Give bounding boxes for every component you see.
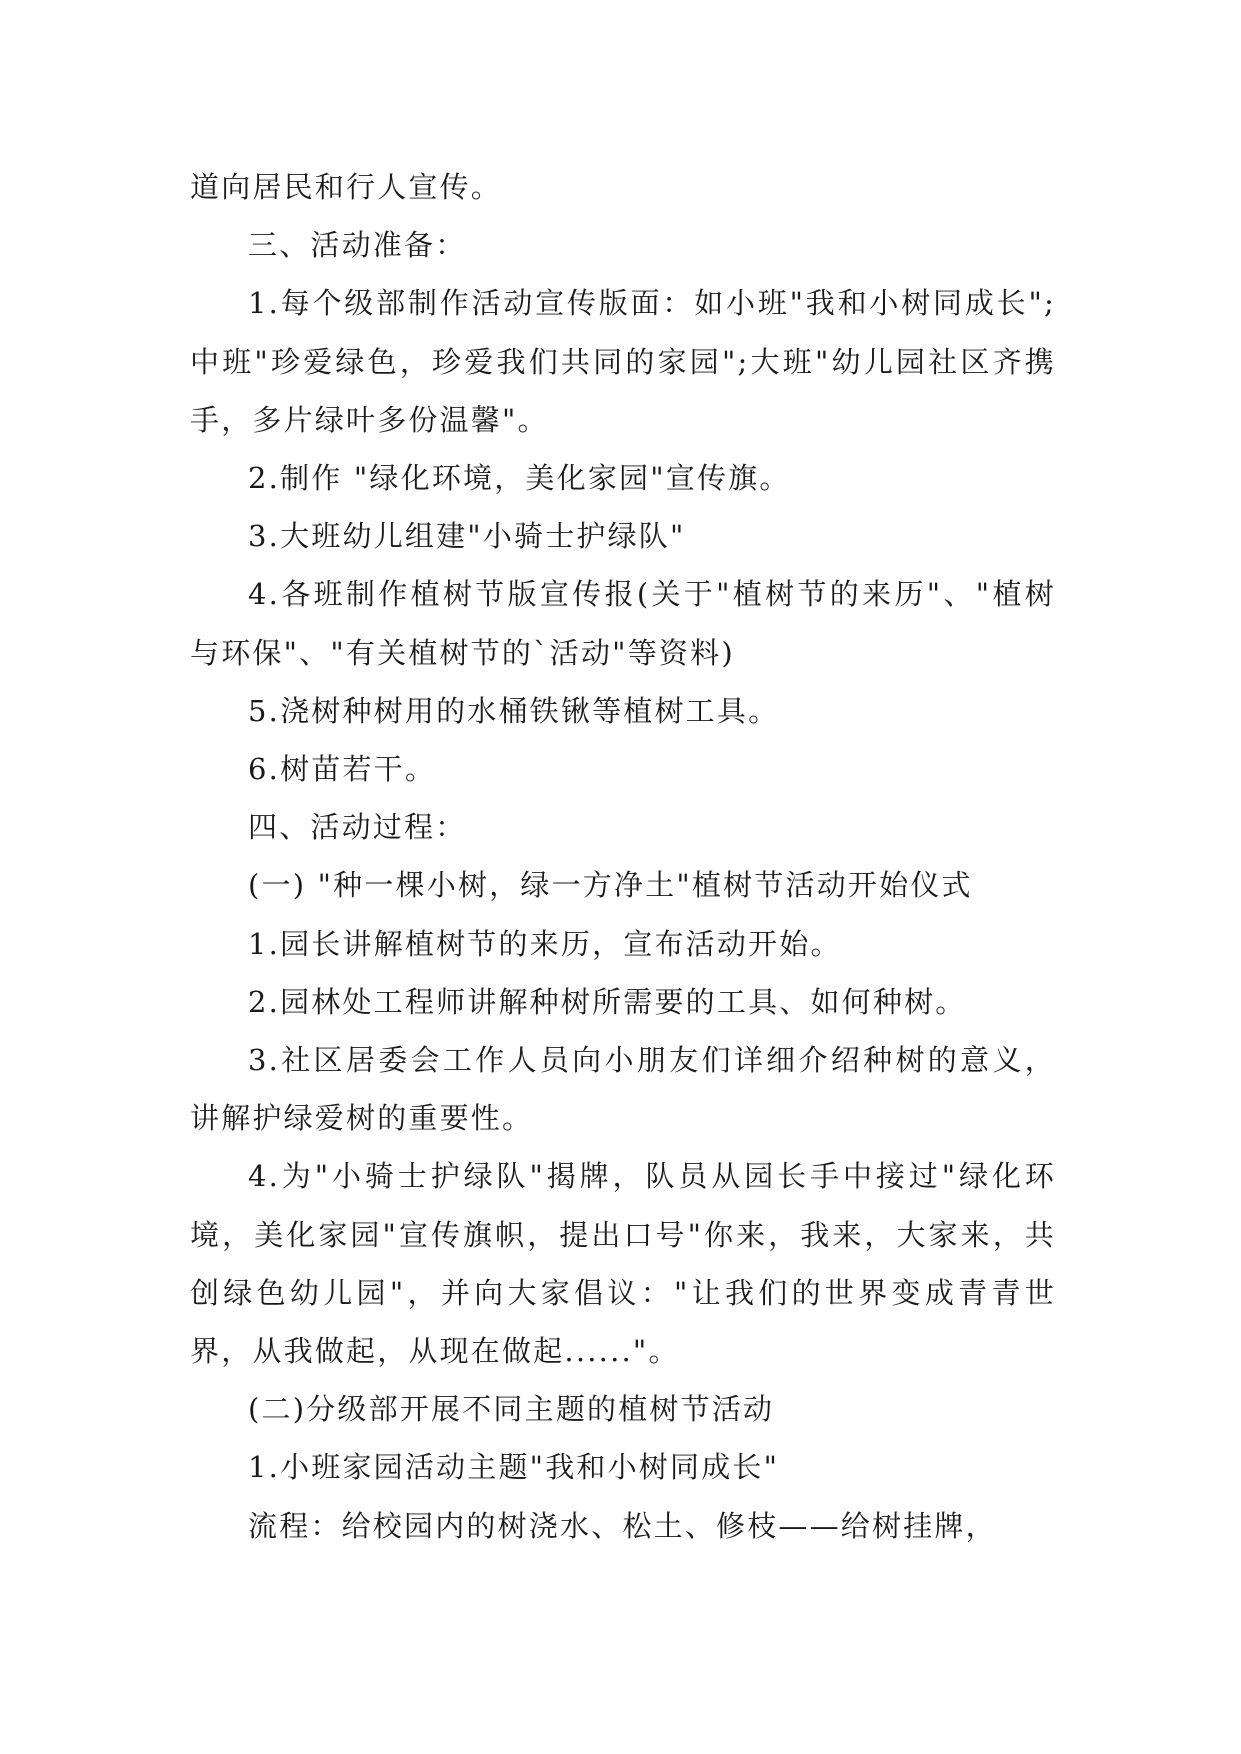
subsection-heading: (二)分级部开展不同主题的植树节活动 [248,1392,775,1427]
paragraph: 6.树苗若干。 [248,752,437,787]
paragraph: 1.园长讲解植树节的来历，宣布活动开始。 [248,926,842,961]
paragraph: 1.每个级部制作活动宣传版面：如小班"我和小树同成长";中班"珍爱绿色，珍爱我们共同的家园";大班"幼儿园社区齐携手，多片绿叶多份温馨"。 [190,286,1056,437]
subsection-heading: (一) "种一棵小树，绿一方净土"植树节活动开始仪式 [248,868,973,903]
paragraph: 4.为"小骑士护绿队"揭牌，队员从园长手中接过"绿化环境，美化家园"宣传旗帜，提出口号"你来，我来，大家来，共创绿色幼儿园"，并向大家倡议："让我们的世界变成青青世界，从我做起，从现在做起......"。 [190,1159,1056,1369]
section-heading: 四、活动过程： [248,810,467,845]
paragraph: 1.小班家园活动主题"我和小树同成长" [248,1450,780,1485]
paragraph: 4.各班制作植树节版宣传报(关于"植树节的来历"、"植树与环保"、"有关植树节的`活动"等资料) [190,577,1056,670]
paragraph: 2.制作 "绿化环境，美化家园"宣传旗。 [248,461,791,496]
paragraph: 3.大班幼儿组建"小骑士护绿队" [248,519,686,554]
document-body [190,158,1056,1555]
section-heading: 三、活动准备： [248,228,467,263]
paragraph: 5.浇树种树用的水桶铁锹等植树工具。 [248,693,780,728]
paragraph: 2.园林处工程师讲解种树所需要的工具、如何种树。 [248,984,967,1019]
paragraph: 3.社区居委会工作人员向小朋友们详细介绍种树的意义，讲解护绿爱树的重要性。 [190,1043,1056,1136]
paragraph: 流程：给校园内的树浇水、松土、修枝——给树挂牌， [248,1508,997,1543]
paragraph: 道向居民和行人宣传。 [190,170,503,204]
